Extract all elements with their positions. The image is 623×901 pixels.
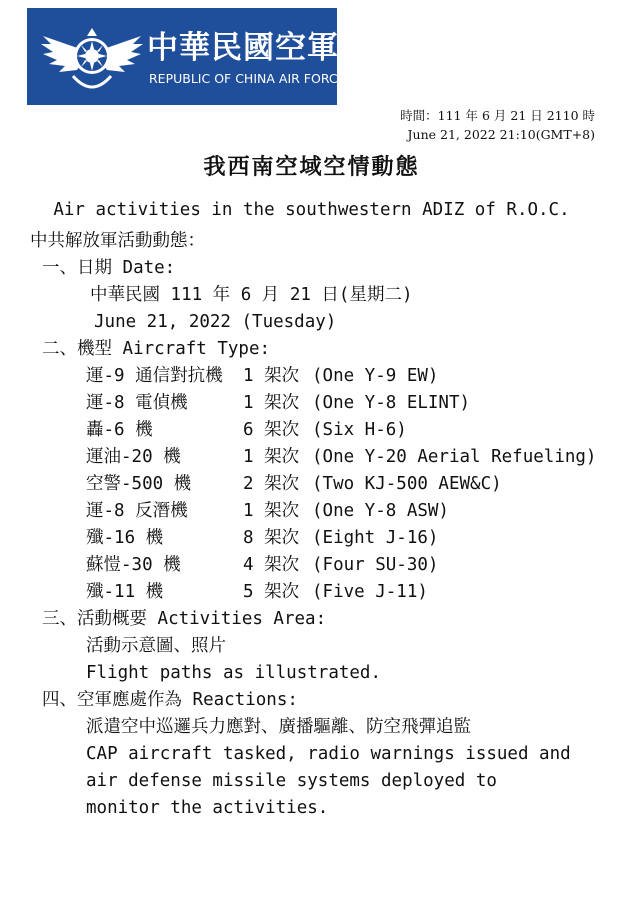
aircraft-english: (Eight J-16) <box>312 528 439 548</box>
aircraft-name: 運-9 通信對抗機 <box>86 366 223 386</box>
aircraft-english: (Two KJ-500 AEW&C) <box>312 474 502 494</box>
date-english: June 21, 2022 (Tuesday) <box>94 312 337 332</box>
aircraft-english: (Four SU-30) <box>312 555 439 575</box>
activities-heading: 三、活動概要 Activities Area: <box>42 609 327 629</box>
aircraft-name: 運油-20 機 <box>86 447 181 467</box>
report-body <box>30 228 610 822</box>
timestamp <box>400 106 595 144</box>
aircraft-count: 1 架次 <box>243 393 300 413</box>
aircraft-row <box>30 525 610 552</box>
aircraft-name: 轟-6 機 <box>86 420 153 440</box>
air-force-emblem-icon <box>37 14 147 100</box>
aircraft-row <box>30 579 610 606</box>
date-heading: 一、日期 Date: <box>42 258 176 278</box>
page-title: 我西南空域空情動態 <box>203 154 420 180</box>
activities-chinese: 活動示意圖、照片 <box>86 636 226 656</box>
aircraft-list <box>30 363 610 606</box>
aircraft-name: 殲-16 機 <box>86 528 164 548</box>
aircraft-count: 1 架次 <box>243 501 300 521</box>
page-subtitle: Air activities in the southwestern ADIZ of R.O.C. <box>53 200 570 220</box>
timestamp-chinese: 時間：111 年 6 月 21 日 2110 時 <box>400 108 595 123</box>
logo-text-chinese: 中華民國空軍 <box>147 30 339 66</box>
timestamp-english: June 21, 2022 21:10(GMT+8) <box>407 127 595 142</box>
aircraft-count: 2 架次 <box>243 474 300 494</box>
aircraft-count: 4 架次 <box>243 555 300 575</box>
aircraft-english: (Six H-6) <box>312 420 407 440</box>
aircraft-english: (One Y-8 ASW) <box>312 501 449 521</box>
aircraft-count: 5 架次 <box>243 582 300 602</box>
aircraft-count: 8 架次 <box>243 528 300 548</box>
aircraft-count: 6 架次 <box>243 420 300 440</box>
logo-text-english: REPUBLIC OF CHINA AIR FORCE <box>149 71 346 86</box>
reactions-english: CAP aircraft tasked, radio warnings issued and air defense missile systems deployed to monitor the activities. <box>86 744 571 818</box>
aircraft-row <box>30 552 610 579</box>
reactions-heading: 四、空軍應處作為 Reactions: <box>42 690 298 710</box>
aircraft-name: 空警-500 機 <box>86 474 192 494</box>
aircraft-name: 蘇愷-30 機 <box>86 555 181 575</box>
aircraft-name: 殲-11 機 <box>86 582 164 602</box>
aircraft-row <box>30 363 610 390</box>
aircraft-english: (One Y-9 EW) <box>312 366 439 386</box>
reactions-chinese: 派遣空中巡邏兵力應對、廣播驅離、防空飛彈追監 <box>86 717 471 737</box>
aircraft-count: 1 架次 <box>243 447 300 467</box>
aircraft-count: 1 架次 <box>243 366 300 386</box>
aircraft-name: 運-8 反潛機 <box>86 501 188 521</box>
date-chinese: 中華民國 111 年 6 月 21 日(星期二) <box>90 285 413 305</box>
aircraft-row <box>30 390 610 417</box>
aircraft-row <box>30 471 610 498</box>
aircraft-english: (One Y-8 ELINT) <box>312 393 471 413</box>
aircraft-heading: 二、機型 Aircraft Type: <box>42 339 271 359</box>
aircraft-row <box>30 498 610 525</box>
aircraft-row <box>30 417 610 444</box>
intro-line: 中共解放軍活動動態： <box>30 231 205 251</box>
aircraft-english: (Five J-11) <box>312 582 428 602</box>
aircraft-name: 運-8 電偵機 <box>86 393 188 413</box>
activities-english: Flight paths as illustrated. <box>86 663 382 683</box>
aircraft-english: (One Y-20 Aerial Refueling) <box>312 447 597 467</box>
aircraft-row <box>30 444 610 471</box>
air-force-logo <box>27 8 346 105</box>
